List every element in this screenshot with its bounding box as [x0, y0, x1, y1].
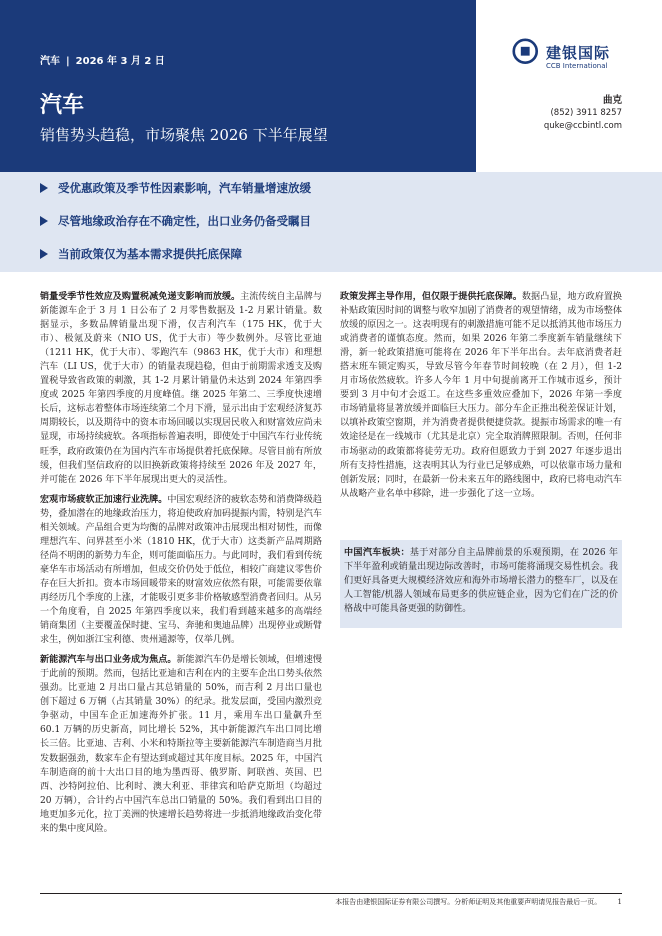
- sector-title: 汽车: [40, 93, 85, 118]
- triangle-bullet-icon: [40, 249, 48, 259]
- analyst-contact: [544, 94, 622, 133]
- paragraph: 销量受季节性效应及购置税减免递支影响而放缓。主流传统自主品牌与新能源车企于 3 月 1 日公布了 2 月零售数据及 1-2 月累计销量。数据显示，多数品牌销量出现下滑，仅吉利汽车（175 HK，优于大市）、极氪及蔚来（NIO US，优于大市）等少数例外。尽管比亚迪（1211 HK，优于大市）、零跑汽车（9863 HK，优于大市）和理想汽车（LI US，优于大市）的销量表现趋稳，但由于前期需求透支及购置税导致省政策的刺激，其 1-2 月累计销量仍未达到 2024 年第四季度或 2025 年第四季度的月度峰值。继 2025 年第二、三季度快速增长后，这标志着整体市场连续第二个月下滑，显示出由于宏观经济复苏周期较长，以及期待中的资本市场回暖以实现居民收入和财富效应尚未显现，市场持续疲软。各项指标普遍表明，即使处于中国汽车行业传统旺季，政府政策仍在为国内汽车市场提供着托底保障。尽管目前有所放缓，但我们坚信政府的以旧换新政策将持续至 2026 年及 2027 年，并可能在 2026 年下半年展现出更大的灵活性。: [40, 291, 322, 485]
- analyst-email[interactable]: quke@ccbintl.com: [543, 121, 622, 131]
- key-point: 尽管地缘政治存在不确定性，出口业务仍备受瞩目: [40, 213, 311, 229]
- footer-divider: [40, 893, 622, 894]
- triangle-bullet-icon: [40, 216, 48, 226]
- left-column: [40, 290, 322, 842]
- right-column: [340, 290, 622, 507]
- header-band: [0, 0, 476, 172]
- sector-view-text: 中国汽车板块：基于对部分自主品牌前景的乐观预期，在 2026 年下半年盈利或销量出现边际改善时，市场可能将涌现交易性机会。我们更好具备更大规模经济效应和海外市场增长潜力的整车厂，以及在人工智能/机器人领域布局更多的供应链企业，因为它们在广泛的价格战中可能具备更强的防御性。: [344, 547, 618, 615]
- brand-name-en: CCB International: [546, 62, 608, 70]
- report-subtitle: 销售势头趋稳，市场聚焦 2026 下半年展望: [40, 126, 328, 144]
- footer-disclaimer: 本报告由建银国际证券有限公司撰写。分析师证明及其他重要声明请见报告最后一页。: [335, 898, 602, 906]
- header-meta: 汽车 | 2026 年 3 月 2 日: [40, 56, 165, 67]
- key-point: 当前政策仅为基本需求提供托底保障: [40, 246, 242, 262]
- report-date: 2026 年 3 月 2 日: [75, 56, 165, 67]
- paragraph: 政策发挥主导作用，但仅限于提供托底保障。数据凸显，地方政府置换补贴政策因时间的调整与收窄加剧了消费者的观望情绪，成为市场整体放缓的原因之一。这表明现有的刺激措施可能不足以抵消其他市场压力或消费者的谨慎态度。然而，如果 2026 年第二季度新车销量继续下滑，新一轮政策措施可能将在 2026 年下半年出台。去年底消费者赶搭末班车锁定购买，导致尽管今年春节时间较晚（在 2 月），但 1-2 月市场依然疲软。许多人今年 1 月中旬提前离开工作城市返乡，预计要到 3 月中旬才会返工。在这些多重效应叠加下，2026 年第一季度市场销量将显著放缓并面临巨大压力。部分车企正推出税差保证计划，以填补政策空窗期，并为消费者提供便捷贷款。提振市场需求的唯一有效途径是在一线城市（尤其是北京）完全取消牌照限制。否则，任何非市场驱动的政策都将徒劳无功。政府但愿致力于到 2027 年逐步退出所有支持性措施，这表明其认为行业已足够成熟，可以依靠市场力量和创新发展；同时，在最新一份未来五年的路线图中，政府已将电动汽车从战略产业名单中移除，进一步强化了这一立场。: [340, 291, 622, 499]
- analyst-phone: (852) 3911 8257: [550, 108, 622, 118]
- ccb-logo-icon: [512, 38, 542, 68]
- triangle-bullet-icon: [40, 183, 48, 193]
- analyst-name: 曲克: [602, 95, 622, 106]
- paragraph: 宏观市场疲软正加速行业洗牌。中国宏观经济的疲软态势和消费降级趋势，叠加潜在的地缘政治压力，将迫使政府加码提振内需，特别是汽车相关领域。产品组合更为均衡的品牌对政策冲击展现出相对韧性，而像理想汽车、问界甚至小米（1810 HK，优于大市）这类新产品周期路径尚不明朗的新势力车企，则可能面临压力。与此同时，我们看到传统豪华车市场活动有所增加，但成交价仍处于低位，相较广商建议零售价存在巨大折扣。资本市场回暖带来的财富效应依然有限，可能需要依靠再经历几个季度的上涨，才能吸引更多非价格敏感型消费者回归。从另一个角度看，自 2025 年第四季度以来，我们看到越来越多的高端经销商集团（主要覆盖保时捷、宝马、奔驰和奥迪品牌）出现停业或断臂求生，例如浙江宝利德、贵州通源等，仅举几例。: [40, 493, 322, 646]
- paragraph: 新能源汽车与出口业务成为焦点。新能源汽车仍是增长领域，但增速慢于此前的预期。然而，包括比亚迪和吉利在内的主要车企出口势头依然强劲。比亚迪 2 月出口量占其总销量的 50%，而吉利 2 月出口量也创下超过 6 万辆（占其销量 30%）的纪录。批发层面，受国内激烈竞争驱动，中国车企正加速海外扩张。11 月，乘用车出口量飙升至 60.1 万辆的历史新高，同比增长 52%，其中新能源汽车出口同比增长三倍。比亚迪、吉利、小米和特斯拉等主要新能源汽车制造商当月批发数据强劲，数家车企有望达到或超过其年度目标。2025 年，中国汽车制造商的前十大出口目的地为墨西哥、俄罗斯、阿联酋、英国、巴西、沙特阿拉伯、比利时、澳大利亚、菲律宾和哈萨克斯坦（均超过 20 万辆），合计约占中国汽车总出口销量的 50%。我们看到出口目的地更加多元化，拉丁美洲的快速增长趋势将进一步抵消地缘政治变化带来的集中度风险。: [40, 654, 322, 834]
- brand-name: 建银国际: [546, 44, 611, 62]
- key-point: 受优惠政策及季节性因素影响，汽车销量增速放缓: [40, 180, 311, 196]
- footer: [40, 897, 622, 907]
- sector-tag: 汽车: [40, 56, 60, 67]
- page-number: 1: [617, 898, 622, 906]
